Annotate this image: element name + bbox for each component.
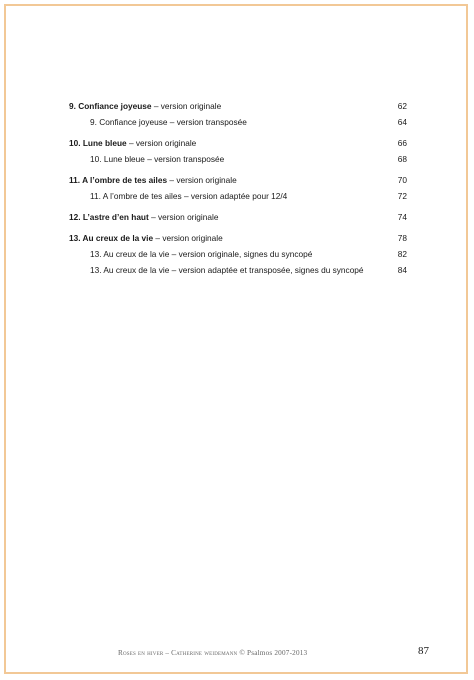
toc-entry-separator: –	[144, 154, 155, 164]
toc-main-entry	[69, 230, 407, 246]
toc-entry-title: 10. Lune bleue	[69, 138, 127, 148]
toc-entry-title: 13. Au creux de la vie	[90, 265, 170, 275]
toc-page-number: 72	[397, 191, 407, 201]
toc-sub-entry	[69, 246, 407, 262]
toc-page-number: 64	[397, 117, 407, 127]
toc-entry-text	[69, 265, 364, 275]
toc-entry-separator: –	[167, 175, 177, 185]
toc-sub-entry	[69, 188, 407, 204]
footer-page-number: 87	[418, 645, 429, 657]
footer-author: Catherine weidemann	[171, 649, 238, 657]
toc-entry-title: 10. Lune bleue	[90, 154, 145, 164]
footer-book-title: Roses en hiver	[118, 649, 164, 657]
toc-sub-entry	[69, 114, 407, 130]
toc-entry-title: 9. Confiance joyeuse	[90, 117, 168, 127]
toc-group	[69, 209, 407, 225]
toc-entry-separator: –	[169, 265, 179, 275]
toc-entry-text	[69, 233, 223, 243]
toc-entry-text	[69, 175, 237, 185]
toc-entry-text	[69, 101, 221, 111]
toc-entry-text	[69, 154, 224, 164]
toc-sub-entry	[69, 151, 407, 167]
toc-entry-version: version originale	[135, 138, 197, 148]
toc-entry-separator: –	[169, 249, 179, 259]
toc-page-number: 78	[397, 233, 407, 243]
toc-main-entry	[69, 98, 407, 114]
toc-main-entry	[69, 209, 407, 225]
toc-entry-title: 9. Confiance joyeuse	[69, 101, 152, 111]
table-of-contents	[69, 98, 407, 283]
toc-page-number: 62	[397, 101, 407, 111]
toc-entry-title: 12. L’astre d’en haut	[69, 212, 149, 222]
toc-group	[69, 135, 407, 167]
toc-entry-text	[69, 138, 196, 148]
toc-entry-version: version originale	[176, 175, 237, 185]
toc-sub-entry	[69, 262, 407, 278]
toc-entry-version: version adaptée pour 12/4	[190, 191, 288, 201]
toc-entry-separator: –	[153, 233, 163, 243]
toc-entry-version: version originale	[162, 233, 223, 243]
toc-entry-separator: –	[126, 138, 136, 148]
toc-page-number: 68	[397, 154, 407, 164]
toc-entry-text	[69, 117, 247, 127]
page-footer	[6, 643, 466, 663]
footer-copyright: © Psalmos 2007-2013	[237, 649, 308, 657]
footer-separator: –	[163, 649, 172, 657]
toc-entry-separator: –	[181, 191, 191, 201]
toc-group	[69, 172, 407, 204]
toc-entry-separator: –	[151, 101, 161, 111]
toc-page-number: 74	[397, 212, 407, 222]
toc-group	[69, 230, 407, 278]
toc-entry-title: 11. A l’ombre de tes ailes	[90, 191, 182, 201]
toc-entry-title: 13. Au creux de la vie	[90, 249, 170, 259]
toc-entry-title: 13. Au creux de la vie	[69, 233, 154, 243]
toc-main-entry	[69, 172, 407, 188]
toc-entry-version: version originale	[160, 101, 222, 111]
toc-entry-version: version originale	[158, 212, 219, 222]
toc-entry-version: version transposée	[154, 154, 225, 164]
toc-entry-separator: –	[167, 117, 177, 127]
toc-entry-separator: –	[148, 212, 159, 222]
toc-page-number: 70	[397, 175, 407, 185]
toc-page-number: 66	[397, 138, 407, 148]
toc-entry-version: version adaptée et transposée, signes du syncopé	[178, 265, 364, 275]
toc-entry-text	[69, 212, 218, 222]
toc-entry-text	[69, 249, 312, 259]
footer-text	[118, 649, 307, 657]
toc-page-number: 82	[397, 249, 407, 259]
toc-group	[69, 98, 407, 130]
toc-main-entry	[69, 135, 407, 151]
toc-entry-version: version transposée	[176, 117, 247, 127]
toc-page-number: 84	[397, 265, 407, 275]
toc-entry-text	[69, 191, 287, 201]
document-page	[4, 4, 468, 674]
toc-entry-version: version originale, signes du syncopé	[178, 249, 313, 259]
toc-entry-title: 11. A l’ombre de tes ailes	[69, 175, 168, 185]
